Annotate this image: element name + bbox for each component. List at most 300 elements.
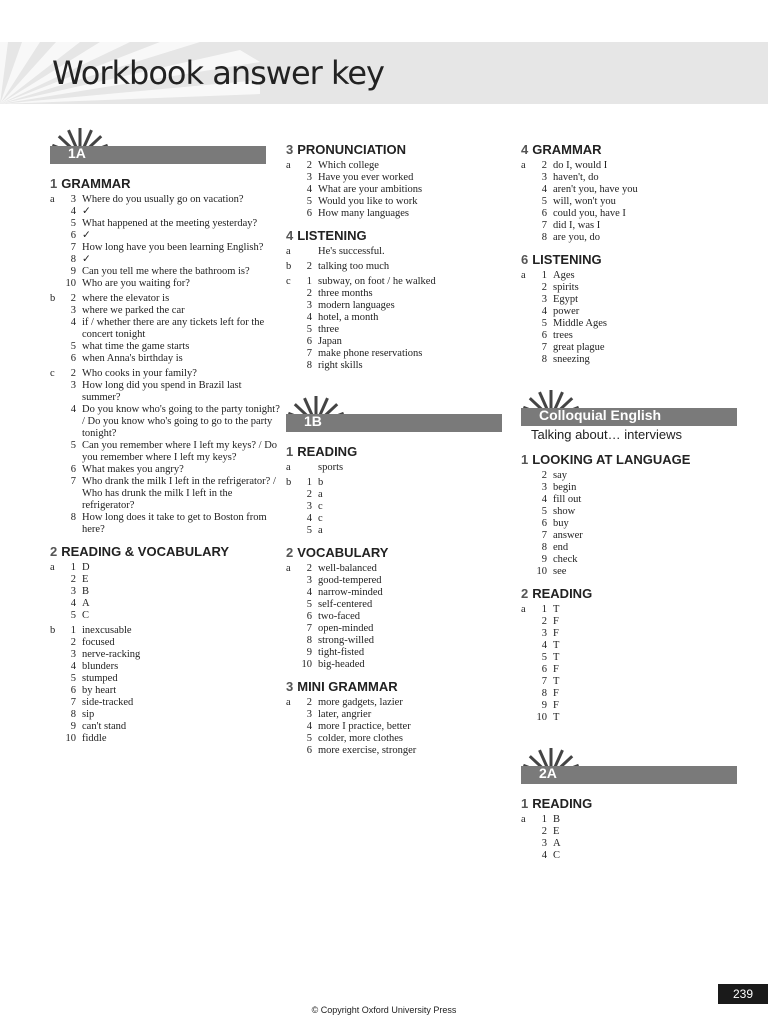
answer-part-letter <box>50 673 62 685</box>
answer-text: hotel, a month <box>318 312 379 323</box>
answer-text: begin <box>553 482 577 493</box>
answer-number: 3 <box>541 838 547 849</box>
answer-item <box>521 342 743 354</box>
answer-number: 6 <box>306 208 312 219</box>
answer-text: will, won't you <box>553 196 616 207</box>
answer-text: side-tracked <box>82 697 134 708</box>
answer-text: see <box>553 566 567 577</box>
answer-number: 2 <box>306 697 312 708</box>
answer-number: 7 <box>541 676 547 687</box>
answer-item <box>50 254 280 266</box>
section-heading <box>50 176 280 191</box>
section-number: 2 <box>286 545 294 560</box>
answer-text: colder, more clothes <box>318 733 404 744</box>
answer-number: 7 <box>70 242 76 253</box>
answer-text: F <box>553 616 559 627</box>
section-heading <box>286 444 508 459</box>
answer-number: 1 <box>306 477 312 488</box>
answer-item <box>521 826 743 838</box>
answer-part-letter <box>50 242 62 254</box>
answer-part-letter <box>521 566 533 578</box>
answer-item <box>50 733 280 745</box>
answer-number: 7 <box>541 530 547 541</box>
answer-text: if / whether there are any tickets left for the concert tonight <box>82 317 265 340</box>
answer-text: Where do you usually go on vacation? <box>82 194 244 205</box>
answer-part-letter <box>286 324 298 336</box>
unit-banner-label: 2A <box>539 765 557 781</box>
answer-text: focused <box>82 637 115 648</box>
answer-item <box>286 563 508 575</box>
answer-number: 6 <box>541 518 547 529</box>
answer-text: later, angrier <box>318 709 372 720</box>
answer-part-letter <box>521 232 533 244</box>
answer-item <box>286 477 508 489</box>
answer-text: Can you remember where I left my keys? / Do you remember where I left my keys? <box>82 440 278 463</box>
answer-part-letter <box>521 640 533 652</box>
answer-part-letter <box>521 652 533 664</box>
answer-item <box>286 721 508 733</box>
answer-part-letter <box>50 317 62 341</box>
answer-text: How long did you spend in Brazil last summer? <box>82 380 242 403</box>
answer-item <box>286 300 508 312</box>
answer-part-letter <box>286 599 298 611</box>
answer-item <box>50 305 280 317</box>
answer-item <box>521 294 743 306</box>
answer-part-letter: a <box>286 462 291 473</box>
answer-number: 10 <box>301 659 312 670</box>
answer-part-letter <box>521 628 533 640</box>
answer-number: 6 <box>541 330 547 341</box>
answer-item <box>521 640 743 652</box>
section-number: 6 <box>521 252 529 267</box>
answer-item <box>521 494 743 506</box>
answer-item <box>286 336 508 348</box>
answer-part-letter: a <box>521 160 526 171</box>
page-number: 239 <box>718 984 768 1004</box>
answer-number: 3 <box>541 628 547 639</box>
answer-number: 5 <box>70 673 76 684</box>
answer-text: by heart <box>82 685 117 696</box>
answer-text: fiddle <box>82 733 107 744</box>
answer-part-letter <box>286 360 298 372</box>
answer-text: fill out <box>553 494 582 505</box>
answer-text: spirits <box>553 282 579 293</box>
answer-part-letter <box>50 266 62 278</box>
answer-number: 4 <box>306 312 312 323</box>
answer-part-letter <box>521 616 533 628</box>
answer-item <box>50 353 280 365</box>
answer-part-letter <box>50 380 62 404</box>
answer-part-letter <box>50 598 62 610</box>
section-title: LISTENING <box>532 252 602 267</box>
answer-part-letter <box>521 172 533 184</box>
answer-number: 3 <box>306 501 312 512</box>
answer-text: T <box>553 676 560 687</box>
answer-part-letter <box>50 574 62 586</box>
answer-part-letter <box>286 196 298 208</box>
answer-part-letter <box>286 575 298 587</box>
unit-banner <box>286 396 508 436</box>
answer-item <box>286 276 508 288</box>
answer-number: 7 <box>306 348 312 359</box>
answer-text: big-headed <box>318 659 365 670</box>
answer-part-letter <box>286 647 298 659</box>
answer-text: what time the game starts <box>82 341 190 352</box>
answer-text: What are your ambitions <box>318 184 423 195</box>
unit-banner <box>521 390 743 444</box>
answer-item <box>521 220 743 232</box>
answer-text: F <box>553 628 559 639</box>
answer-text: Middle Ages <box>553 318 607 329</box>
section-heading <box>521 142 743 157</box>
answer-item <box>286 360 508 372</box>
answer-item <box>50 598 280 610</box>
answer-number: 5 <box>306 196 312 207</box>
answer-number: 7 <box>70 697 76 708</box>
answer-text: could you, have I <box>553 208 626 219</box>
answer-item <box>50 293 280 305</box>
answer-number: 4 <box>70 404 76 415</box>
answer-item <box>286 462 508 474</box>
answer-text: ✓ <box>82 206 91 217</box>
answer-part-letter: a <box>286 160 291 171</box>
answer-item <box>50 512 280 536</box>
answer-item <box>50 625 280 637</box>
answer-part-letter <box>521 220 533 232</box>
answer-text: C <box>553 850 561 861</box>
unit-banner-subtitle: Talking about… interviews <box>531 427 683 442</box>
unit-banner-label: Colloquial English <box>539 407 662 423</box>
answer-item <box>50 194 280 206</box>
answer-part-letter <box>286 635 298 647</box>
answer-number: 5 <box>70 610 76 621</box>
answer-number: 3 <box>541 294 547 305</box>
answer-item <box>521 506 743 518</box>
answer-text: inexcusable <box>82 625 132 636</box>
answer-item <box>521 616 743 628</box>
answer-item <box>50 697 280 709</box>
answer-item <box>286 513 508 525</box>
answer-text: F <box>553 688 559 699</box>
answer-part-letter <box>286 587 298 599</box>
answer-text: He's successful. <box>318 246 385 257</box>
answer-number: 6 <box>70 464 76 475</box>
answer-item <box>521 282 743 294</box>
answer-item <box>286 196 508 208</box>
answer-text: good-tempered <box>318 575 382 586</box>
section-number: 4 <box>521 142 529 157</box>
answer-text: tight-fisted <box>318 647 365 658</box>
answer-number: 3 <box>541 172 547 183</box>
answer-number: 4 <box>70 598 76 609</box>
answer-part-letter <box>521 196 533 208</box>
answer-part-letter: a <box>286 697 291 708</box>
answer-part-letter <box>50 661 62 673</box>
answer-item <box>50 649 280 661</box>
answer-item <box>286 312 508 324</box>
answer-number: 10 <box>65 733 76 744</box>
answer-part-letter <box>50 733 62 745</box>
answer-number <box>298 462 312 474</box>
answer-number: 2 <box>541 160 547 171</box>
answer-part-letter <box>521 664 533 676</box>
answer-number: 9 <box>70 721 76 732</box>
answer-text: self-centered <box>318 599 373 610</box>
answer-item <box>521 482 743 494</box>
answer-number: 8 <box>70 709 76 720</box>
answer-text: Who cooks in your family? <box>82 368 197 379</box>
answer-text: T <box>553 604 560 615</box>
answer-part-letter <box>286 172 298 184</box>
answer-part-letter <box>521 676 533 688</box>
answer-item <box>50 661 280 673</box>
answer-item <box>521 838 743 850</box>
answer-text: buy <box>553 518 569 529</box>
answer-part-letter: a <box>286 563 291 574</box>
answer-item <box>521 814 743 826</box>
section-title: LOOKING AT LANGUAGE <box>532 452 691 467</box>
answer-number: 5 <box>306 324 312 335</box>
answer-text: blunders <box>82 661 119 672</box>
answer-part-letter <box>521 282 533 294</box>
section-number: 2 <box>50 544 58 559</box>
answer-part-letter <box>50 512 62 536</box>
answer-number: 9 <box>306 647 312 658</box>
section-number: 3 <box>286 142 294 157</box>
answer-number: 4 <box>541 494 547 505</box>
answer-number: 2 <box>70 368 76 379</box>
answer-number: 2 <box>541 282 547 293</box>
answer-text: three months <box>318 288 373 299</box>
answer-number: 10 <box>65 278 76 289</box>
answer-text: strong-willed <box>318 635 374 646</box>
answer-number: 4 <box>306 184 312 195</box>
answer-text: b <box>318 477 324 488</box>
answer-part-letter: a <box>50 562 55 573</box>
answer-number: 5 <box>541 652 547 663</box>
answer-number: 4 <box>306 721 312 732</box>
answer-part-letter <box>286 489 298 501</box>
answer-part-letter <box>50 218 62 230</box>
answer-part-letter <box>521 330 533 342</box>
answer-item <box>286 501 508 513</box>
section-title: READING & VOCABULARY <box>61 544 230 559</box>
answer-part-letter <box>286 300 298 312</box>
answer-item <box>286 733 508 745</box>
answer-part-letter <box>50 440 62 464</box>
answer-number: 6 <box>70 230 76 241</box>
answer-item <box>286 611 508 623</box>
answer-item <box>521 604 743 616</box>
answer-item <box>286 324 508 336</box>
answer-text: Would you like to work <box>318 196 418 207</box>
answer-part-letter <box>521 506 533 518</box>
section-number: 4 <box>286 228 294 243</box>
answer-text: T <box>553 640 560 651</box>
answer-part-letter: b <box>50 293 56 304</box>
answer-item <box>50 206 280 218</box>
answer-number: 2 <box>306 489 312 500</box>
answer-item <box>286 348 508 360</box>
answer-part-letter <box>50 230 62 242</box>
answer-number: 1 <box>70 625 76 636</box>
answer-number: 2 <box>541 616 547 627</box>
answer-part-letter <box>50 476 62 512</box>
answer-number: 3 <box>70 586 76 597</box>
answer-text: can't stand <box>82 721 127 732</box>
answer-number: 5 <box>541 196 547 207</box>
answer-number: 2 <box>70 637 76 648</box>
answer-number: 1 <box>541 270 547 281</box>
answer-text: Can you tell me where the bathroom is? <box>82 266 250 277</box>
answer-number: 4 <box>70 317 76 328</box>
answer-column-3 <box>521 128 743 862</box>
answer-text: A <box>82 598 90 609</box>
answer-part-letter: b <box>50 625 56 636</box>
answer-number: 6 <box>70 685 76 696</box>
answer-part-letter <box>286 733 298 745</box>
answer-number: 3 <box>306 300 312 311</box>
section-number: 3 <box>286 679 294 694</box>
answer-part-letter <box>521 494 533 506</box>
answer-text: stumped <box>82 673 118 684</box>
answer-text: end <box>553 542 569 553</box>
answer-number: 10 <box>536 566 547 577</box>
answer-part-letter <box>50 721 62 733</box>
answer-part-letter <box>521 184 533 196</box>
answer-number: 1 <box>541 814 547 825</box>
answer-item <box>521 470 743 482</box>
section-heading <box>50 544 280 559</box>
answer-item <box>50 278 280 290</box>
answer-part-letter <box>50 254 62 266</box>
answer-text: haven't, do <box>553 172 599 183</box>
answer-part-letter <box>286 721 298 733</box>
answer-number: 9 <box>541 700 547 711</box>
answer-part-letter: b <box>286 261 292 272</box>
section-number: 1 <box>521 452 529 467</box>
section-title: GRAMMAR <box>61 176 131 191</box>
answer-part-letter <box>521 342 533 354</box>
answer-part-letter: a <box>286 246 291 257</box>
answer-part-letter <box>521 850 533 862</box>
answer-item <box>50 266 280 278</box>
answer-column-2 <box>286 128 508 757</box>
answer-item <box>286 288 508 300</box>
answer-number: 7 <box>541 220 547 231</box>
answer-number: 8 <box>70 512 76 523</box>
answer-text: Egypt <box>553 294 579 305</box>
answer-part-letter <box>50 353 62 365</box>
answer-text: talking too much <box>318 261 390 272</box>
answer-text: Japan <box>318 336 342 347</box>
answer-text: modern languages <box>318 300 395 311</box>
answer-item <box>286 575 508 587</box>
answer-text: show <box>553 506 576 517</box>
answer-part-letter <box>50 206 62 218</box>
answer-number: 6 <box>70 353 76 364</box>
answer-part-letter <box>50 586 62 598</box>
answer-text: How long does it take to get to Boston from here? <box>82 512 267 535</box>
section-heading <box>286 679 508 694</box>
answer-item <box>286 697 508 709</box>
answer-number: 8 <box>306 360 312 371</box>
answer-number: 4 <box>306 587 312 598</box>
answer-item <box>521 530 743 542</box>
answer-item <box>286 635 508 647</box>
answer-text: E <box>553 826 560 837</box>
answer-item <box>521 232 743 244</box>
answer-text: more I practice, better <box>318 721 411 732</box>
answer-item <box>521 172 743 184</box>
answer-item <box>521 196 743 208</box>
section-heading <box>286 228 508 243</box>
answer-number: 2 <box>306 563 312 574</box>
answer-number: 6 <box>541 208 547 219</box>
answer-text: a <box>318 525 323 536</box>
answer-number: 7 <box>70 476 76 487</box>
answer-item <box>50 562 280 574</box>
answer-text: T <box>553 652 560 663</box>
answer-item <box>521 664 743 676</box>
answer-part-letter <box>521 530 533 542</box>
answer-number: 8 <box>306 635 312 646</box>
answer-item <box>286 246 508 258</box>
answer-item <box>521 330 743 342</box>
answer-item <box>50 709 280 721</box>
answer-part-letter <box>521 294 533 306</box>
answer-item <box>521 518 743 530</box>
answer-number <box>298 246 312 258</box>
answer-item <box>521 688 743 700</box>
section-number: 1 <box>286 444 294 459</box>
answer-part-letter <box>521 826 533 838</box>
answer-item <box>521 208 743 220</box>
answer-text: What happened at the meeting yesterday? <box>82 218 258 229</box>
answer-item <box>286 623 508 635</box>
answer-item <box>286 659 508 671</box>
answer-number: 5 <box>306 525 312 536</box>
answer-text: did I, was I <box>553 220 601 231</box>
answer-part-letter <box>521 518 533 530</box>
unit-banner <box>50 128 280 168</box>
answer-part-letter <box>521 208 533 220</box>
section-title: VOCABULARY <box>297 545 389 560</box>
answer-part-letter: a <box>521 604 526 615</box>
answer-text: are you, do <box>553 232 600 243</box>
answer-number: 4 <box>70 206 76 217</box>
answer-number: 7 <box>541 342 547 353</box>
answer-item <box>50 586 280 598</box>
answer-number: 9 <box>541 554 547 565</box>
answer-text: do I, would I <box>553 160 608 171</box>
answer-part-letter <box>286 208 298 220</box>
answer-number: 2 <box>306 160 312 171</box>
answer-number: 8 <box>541 354 547 365</box>
answer-part-letter <box>521 318 533 330</box>
answer-part-letter <box>50 305 62 317</box>
answer-number: 2 <box>541 470 547 481</box>
answer-item <box>50 721 280 733</box>
section-heading <box>286 545 508 560</box>
answer-number: 1 <box>541 604 547 615</box>
answer-text: answer <box>553 530 583 541</box>
answer-number: 6 <box>306 611 312 622</box>
section-title: READING <box>532 796 593 811</box>
answer-item <box>50 341 280 353</box>
answer-number: 4 <box>306 513 312 524</box>
answer-text: well-balanced <box>318 563 377 574</box>
